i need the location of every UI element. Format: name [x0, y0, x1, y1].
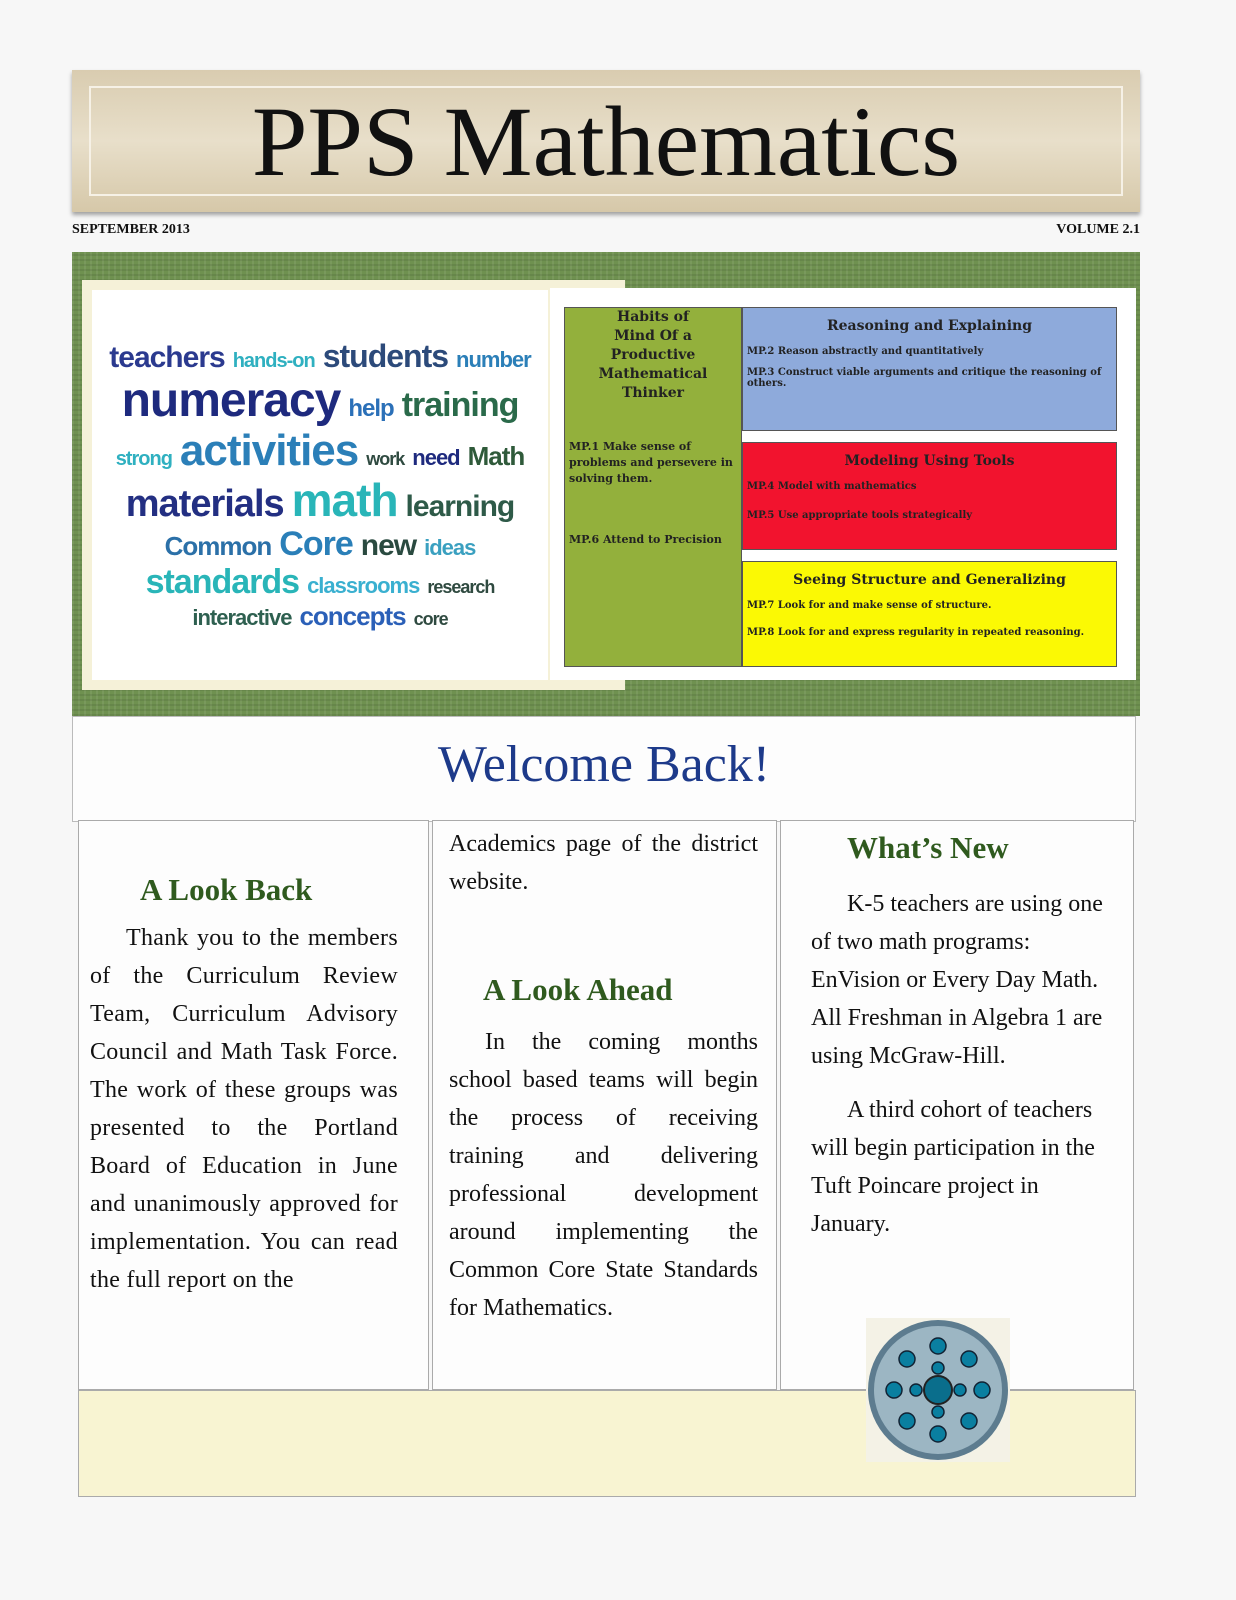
masthead — [72, 70, 1140, 212]
habits-title: Habits of Mind Of a Productive Mathematical Thinker — [598, 309, 708, 401]
cloud-word: interactive — [192, 604, 292, 630]
practice-item: MP.3 Construct viable arguments and critique the reasoning of others. — [747, 367, 1102, 389]
cloud-word: hands-on — [232, 350, 315, 373]
habits-of-mind-cell — [564, 307, 742, 667]
issue-volume: VOLUME 2.1 — [1056, 222, 1140, 237]
continued-text: Academics page of the district website. — [449, 831, 758, 895]
whats-new-heading: What’s New — [847, 830, 1009, 865]
column-whats-new — [780, 820, 1134, 1390]
cloud-word: Common — [164, 531, 272, 562]
cloud-word: work — [366, 449, 405, 470]
cloud-word: classrooms — [307, 572, 420, 598]
cloud-word: research — [427, 576, 495, 597]
cloud-word: help — [348, 394, 394, 422]
cloud-word: training — [401, 385, 519, 424]
cloud-word: ideas — [424, 535, 476, 561]
cloud-word: students — [322, 338, 449, 375]
cloud-word: new — [360, 529, 417, 563]
welcome-heading: Welcome Back! — [72, 716, 1136, 822]
cloud-word: math — [291, 474, 398, 527]
look-back-body: Thank you to the members of the Curriculum Review Team, Curriculum Advisory Council and Math Task Force. The work of these groups was presented to the Portland Board of Education in June and unanimously approved for implementation. You can read the full report on the — [90, 925, 398, 1293]
practice-item: MP.2 Reason abstractly and quantitatively — [747, 346, 984, 357]
cloud-word: Math — [467, 441, 525, 472]
practice-item: MP.8 Look for and express regularity in repeated reasoning. — [747, 627, 1085, 638]
mp6-text: MP.6 Attend to Precision — [569, 533, 722, 546]
look-ahead-heading: A Look Ahead — [483, 972, 673, 1007]
cloud-word: concepts — [299, 600, 406, 631]
fractal-mandala-image — [866, 1318, 1010, 1462]
modeling-box — [742, 442, 1117, 550]
cloud-word: materials — [125, 483, 284, 526]
mp1-text: MP.1 Make sense of problems and persevere in solving them. — [569, 440, 733, 485]
whats-new-p2: A third cohort of teachers will begin participation in the Tuft Poincare project in January. — [811, 1097, 1095, 1237]
group-title: Reasoning and Explaining — [826, 318, 1033, 334]
practice-item: MP.4 Model with mathematics — [747, 481, 917, 492]
cloud-word: numeracy — [121, 373, 341, 427]
practice-item: MP.5 Use appropriate tools strategically — [747, 510, 973, 521]
structure-box — [742, 561, 1117, 667]
cloud-word: need — [412, 445, 460, 471]
look-back-heading: A Look Back — [140, 872, 313, 907]
reasoning-box — [742, 307, 1117, 431]
cloud-word: Core — [279, 525, 353, 564]
cloud-word: teachers — [109, 341, 225, 375]
cloud-word: learning — [405, 490, 515, 524]
newsletter-title: PPS Mathematics — [251, 86, 961, 197]
word-cloud-image — [92, 290, 548, 680]
cloud-word: core — [413, 608, 448, 629]
issue-date: SEPTEMBER 2013 — [72, 222, 190, 237]
cloud-word: standards — [145, 562, 300, 601]
column-look-ahead — [432, 820, 777, 1390]
look-ahead-body: In the coming months school based teams will begin the process of receiving training and delivering professional development around implementing the Common Core State Standards for Mathematics. — [449, 1029, 758, 1321]
cloud-word: number — [456, 347, 531, 373]
cloud-word: activities — [179, 426, 359, 476]
group-title: Modeling Using Tools — [844, 453, 1015, 469]
group-title: Seeing Structure and Generalizing — [793, 572, 1066, 588]
whats-new-p1: K-5 teachers are using one of two math programs: EnVision or Every Day Math. All Freshman in Algebra 1 are using McGraw-Hill. — [811, 891, 1103, 1069]
practice-item: MP.7 Look for and make sense of structure. — [747, 600, 992, 611]
cloud-word: strong — [115, 448, 172, 471]
column-look-back — [78, 820, 429, 1390]
